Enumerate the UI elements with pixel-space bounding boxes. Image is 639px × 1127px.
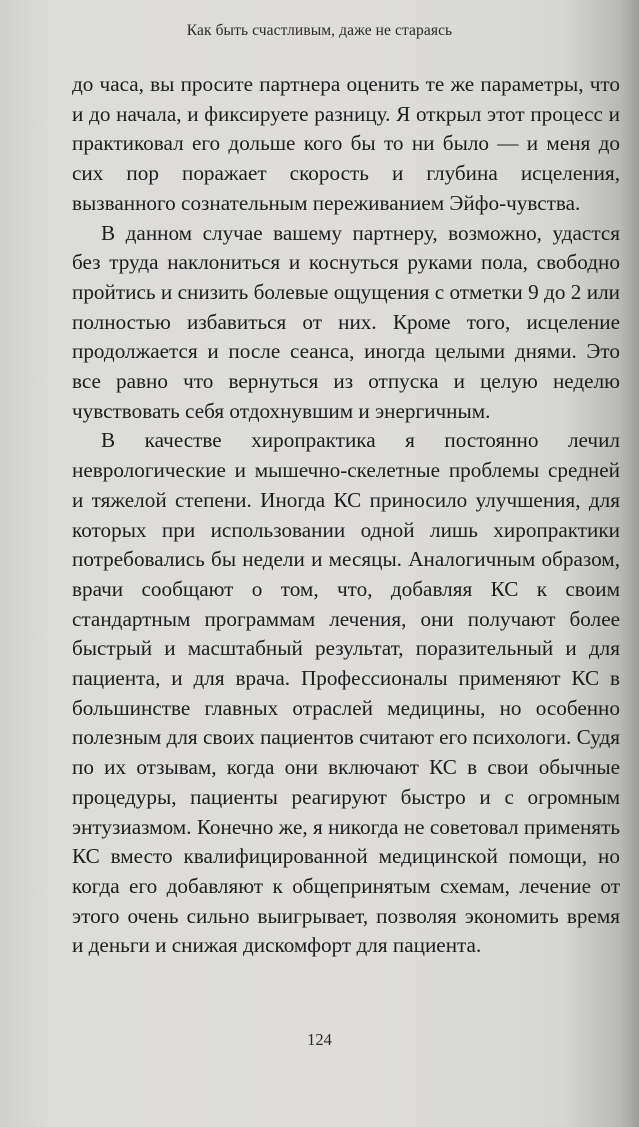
page-number: 124 <box>307 1030 332 1049</box>
paragraph-2: В данном случае вашему партнеру, возможно, удастся без труда наклониться и коснуться руками пола, свободно пройтись и снизить болевые ощущения с отметки 9 до 2 или полностью избавиться от них. Кроме того, исцеление продолжается и после сеанса, иногда целыми днями. Это все равно что вернуться из отпуска и целую неделю чувствовать себя отдохнувшим и энергичным. <box>72 220 620 423</box>
paragraph-3: В качестве хиропрактика я постоянно лечил неврологические и мышечно-скелетные проблемы средней и тяжелой степени. Иногда КС приносило улучшения, для которых при использовании одной лишь хиропрактики потребовались бы недели и месяцы. Аналогичным образом, врачи сообщают о том, что, добавляя КС к своим стандартным программам лечения, они получают более быстрый и масштабный результат, поразительный и для пациента, и для врача. Профессионалы применяют КС в большинстве главных отраслей медицины, но особенно полезным для своих пациентов считают его психологи. Судя по их отзывам, когда они включают КС в свои обычные процедуры, пациенты реагируют быстро и с огромным энтузиазмом. Конечно же, я никогда не советовал применять КС вместо квалифицированной медицинской помощи, но когда его добавляют к общепринятым схемам, лечение от этого очень сильно выигрывает, позволяя экономить время и деньги и снижая дискомфорт для пациента. <box>72 428 620 958</box>
paragraph-1: до часа, вы просите партнера оценить те же параметры, что и до начала, и фиксируете разницу. Я открыл этот процесс и практиковал его дольше кого бы то ни было — и меня до сих пор поражает скорость и глубина исцеления, вызванного сознательным переживанием Эйфо-чувства. <box>72 72 620 215</box>
running-head: Как быть счастливым, даже не стараясь <box>186 22 453 39</box>
body-text <box>72 70 620 961</box>
